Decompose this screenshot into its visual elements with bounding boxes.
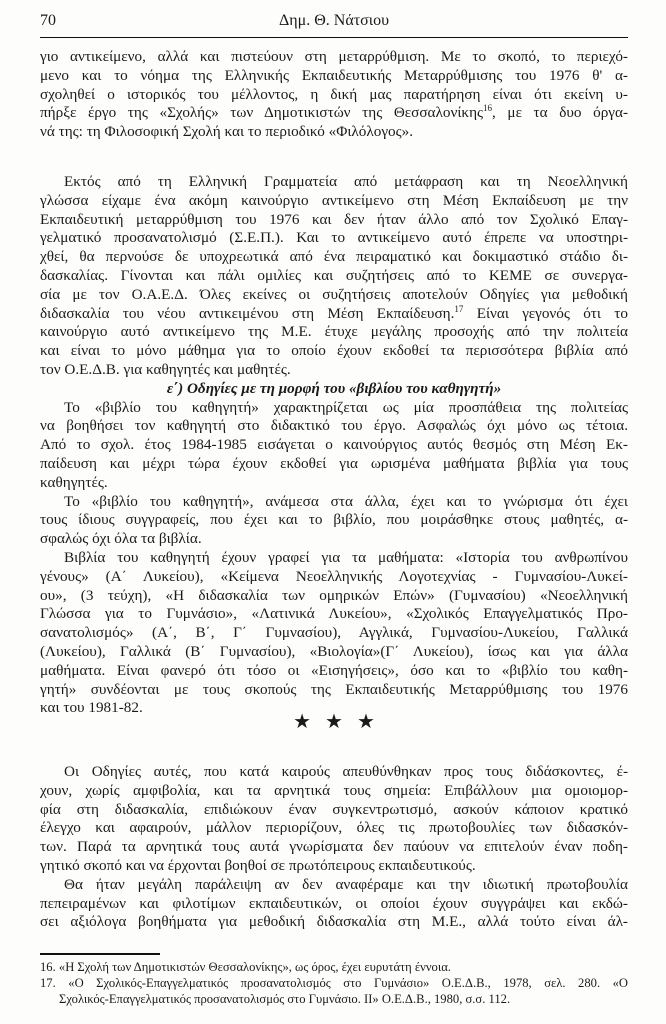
text-line: νά της: τη Φιλοσοφική Σχολή και το περιοδικό «Φιλόλογος».: [40, 123, 414, 141]
footnote-text-continued: Σχολικός-Επαγγελματικός προσανατολισμός στο Γυμνάσιο. ΙΙ» Ο.Ε.Δ.Β., 1980, σ.σ. 112.: [59, 992, 511, 1006]
footnote-number: 17.: [40, 976, 69, 990]
footnote-text: 17. «Ο Σχολικός-Επαγγελματικός προσανατολισμός στο Γυμνάσιο» Ο.Ε.Δ.Β., 1978, σελ. 280. «Ο: [40, 976, 628, 990]
text-line: των. Παρά τα αρνητικά τους αυτά γνωρίσματα δεν παύουν να επιτελούν έναν ποδη-: [40, 838, 628, 856]
footnote-number: 16.: [40, 960, 59, 974]
running-title: Δημ. Θ. Νάτσιου: [278, 12, 389, 29]
section-separator-stars: ★★★: [293, 711, 389, 733]
text-line: Βιβλία του καθηγητή έχουν γραφεί για τα μαθήματα: «Ιστορία του ανθρωπίνου: [64, 548, 628, 566]
text-line: (Λυκείου), Γαλλικά (Β΄ Γυμνασίου), «Βιολογία»(Γ΄ Λυκείου), ίσως και για άλλα: [40, 642, 628, 660]
text-line: Εκπαιδευτική μεταρρύθμιση του 1976 και δεν ήταν άλλο από τον Σχολικό Επαγ-: [40, 210, 628, 228]
text-line: Εκτός από τη Ελληνική Γραμματεία από μετάφραση και τη Νεοελληνική: [64, 173, 628, 190]
text-line: γητή» συνδέονται με τους σκοπούς της Εκπαιδευτικής Μεταρρύθμισης του 1976: [40, 680, 628, 698]
text-line: σφαλώς όχι όλα τα βιβλία.: [40, 530, 202, 548]
text-line: σει αξιόλογα βοηθήματα για μεθοδική διδασκαλία στη Μ.Ε., αλλά τούτο είναι άλ-: [40, 913, 628, 931]
paragraph: [40, 493, 628, 549]
text-line: πεπειραμένων και φιλοτίμων εκπαιδευτικών, οι οποίοι έχουν συγγράψει και εκδώ-: [40, 894, 628, 912]
footnotes: [40, 959, 628, 1007]
page-header: [40, 12, 628, 36]
paragraph: [40, 549, 628, 718]
text-line: να βοηθήσει τον καθηγητή στο διδακτικό του έργο. Ασφαλώς όχι μόνο ως τέτοια.: [40, 417, 628, 435]
page-number: 70: [40, 12, 56, 29]
text-line: και του 1981-82.: [40, 699, 143, 717]
text-line: γητικό σκοπό και να έρχονται βοηθοί σε πρωτόπειρους εκπαιδευτικούς.: [40, 856, 476, 874]
text-line: τους ίδιους συγγραφείς, που έχει και το βιβλίο, που μοιράσθηκε στους μαθητές, α-: [40, 511, 628, 529]
text-line: καινούργιο αυτό αντικείμενο της Μ.Ε. έτυχε μεγάλης προσοχής από την πολιτεία: [40, 323, 628, 341]
paragraph: [40, 173, 628, 380]
text-line: γένους» (Α΄ Λυκείου), «Κείμενα Νεοελληνικής Λογοτεχνίας - Γυμνασίου-Λυκεί-: [40, 567, 628, 585]
text-section-2: [40, 173, 628, 718]
text-line: χουν, χωρίς αμφιβολία, και τα αρνητικά τους σημεία: Επιβάλλουν μια ομοιομορ-: [40, 781, 628, 799]
text-line: σχοληθεί ο ιστορικός του μέλλοντος, η δική μας παρατήρηση είναι ότι εκείνη υ-: [40, 85, 628, 103]
text-line: Το «βιβλίο του καθηγητή» χαρακτηρίζεται ως μία προσπάθεια της πολιτείας: [64, 398, 628, 416]
text-line: πήρξε έργο της «Σχολής» των Δημοτικιστών της Θεσσαλονίκης$^{16}$, με τα δυο όργα-: [40, 103, 628, 122]
text-line: χθεί, θα περνούσε δε υποχρεωτικά από ένα πειραματικό και δοκιμαστικό στάδιο δι-: [40, 248, 628, 266]
text-line: Το «βιβλίο του καθηγητή», ανάμεσα στα άλλα, έχει και το γνώρισμα ότι έχει: [64, 492, 628, 510]
text-line: σία με τον Ο.Α.Ε.Δ. Όλες εκείνες οι συζητήσεις αποτελούν Οδηγίες για μεθοδική: [40, 285, 628, 303]
text-line: Θα ήταν μεγάλη παράλειψη αν δεν αναφέραμε και την ιδιωτική πρωτοβουλία: [64, 875, 628, 893]
text-line: τον Ο.Ε.Δ.Β. για καθηγητές και μαθητές.: [40, 360, 291, 378]
text-section-1: [40, 48, 628, 142]
text-line: ου», (3 τεύχη), «Η διδασκαλία των ομηρικών Επών» (Γυμνασίου) «Νεοελληνική: [40, 586, 628, 604]
footnote-text: 16. «Η Σχολή των Δημοτικιστών Θεσσαλονίκης», ως όρος, έχει ευρυτάτη έννοια.: [40, 960, 451, 974]
footnote-rule: [40, 953, 160, 955]
footnote-17: [40, 975, 628, 1007]
footnote-reference[interactable]: 17: [454, 303, 464, 314]
text-line: έλεγχο και αφαιρούν, μάλλον περιορίζουν, όλες τις πρωτοβουλίες των διδασκόν-: [40, 819, 628, 837]
text-line: γλώσσα είχαμε ένα ακόμη καινούργιο αντικείμενο στη Μέση Εκπαίδευση με την: [40, 191, 628, 209]
text-line: καθηγητές.: [40, 473, 108, 491]
section-heading: ε΄) Οδηγίες με τη μορφή του «βιβλίου του καθηγητή»: [166, 379, 502, 397]
footnote-16: [40, 959, 628, 975]
text-line: φία στη διδασκαλία, επιδιώκουν έναν συγκεντρωτισμό, ασκούν κάποιον κρατικό: [40, 800, 628, 818]
paragraph: [40, 48, 628, 142]
text-line: γελματικό προσανατολισμό (Σ.Ε.Π.). Και το αντικείμενο αυτό έπρεπε να υποστηρι-: [40, 229, 628, 247]
text-line: μενο και το νόημα της Ελληνικής Εκπαιδευτικής Μεταρρύθμισης του 1976 θ' α-: [40, 66, 628, 84]
footnote-reference[interactable]: 16: [483, 103, 493, 114]
text-line: δασκαλίας. Γίνονται και πάλι ομιλίες και συζητήσεις από το ΚΕΜΕ σε συνεργα-: [40, 266, 628, 284]
text-line: διδασκαλία του νέου αντικειμένου στη Μέση Εκπαίδευση.$^{17}$ Είναι γεγονός ότι το: [40, 303, 628, 322]
text-line: Από το σχολ. έτος 1984-1985 εισάγεται ο καινούργιος αυτός θεσμός στη Μέση Εκ-: [40, 436, 628, 454]
paragraph: [40, 399, 628, 493]
header-rule: [40, 37, 628, 38]
text-line: Οι Οδηγίες αυτές, που κατά καιρούς απευθύνθηκαν προς τους διδάσκοντες, έ-: [64, 763, 628, 780]
text-line: και είναι το μόνο μάθημα για το οποίο έχουν εκδοθεί τα περισσότερα βιβλία από: [40, 342, 628, 360]
text-line: σανατολισμός» (Α΄, Β΄, Γ΄ Γυμνασίου), Αγγλικά, Γυμνασίου-Λυκείου, Γαλλικά: [40, 624, 628, 642]
text-section-3: [40, 763, 628, 932]
text-line: μαθήματα. Είναι φανερό ότι τόσο οι «Εισηγήσεις», όσο και το «βιβλίο του καθη-: [40, 661, 628, 679]
paragraph: [40, 876, 628, 932]
text-line: γιο αντικείμενο, αλλά και πιστεύουν στη μεταρρύθμιση. Με το σκοπό, το περιεχό-: [40, 48, 628, 65]
text-line: παίδευση και μέχρι τώρα έχουν εκδοθεί για ωρισμένα μαθήματα βιβλία για τους: [40, 454, 628, 472]
text-line: Γλώσσα για το Γυμνάσιο», «Λατινικά Λυκείου», «Σχολικός Επαγγελματικός Προ-: [40, 605, 628, 623]
paragraph: [40, 763, 628, 876]
